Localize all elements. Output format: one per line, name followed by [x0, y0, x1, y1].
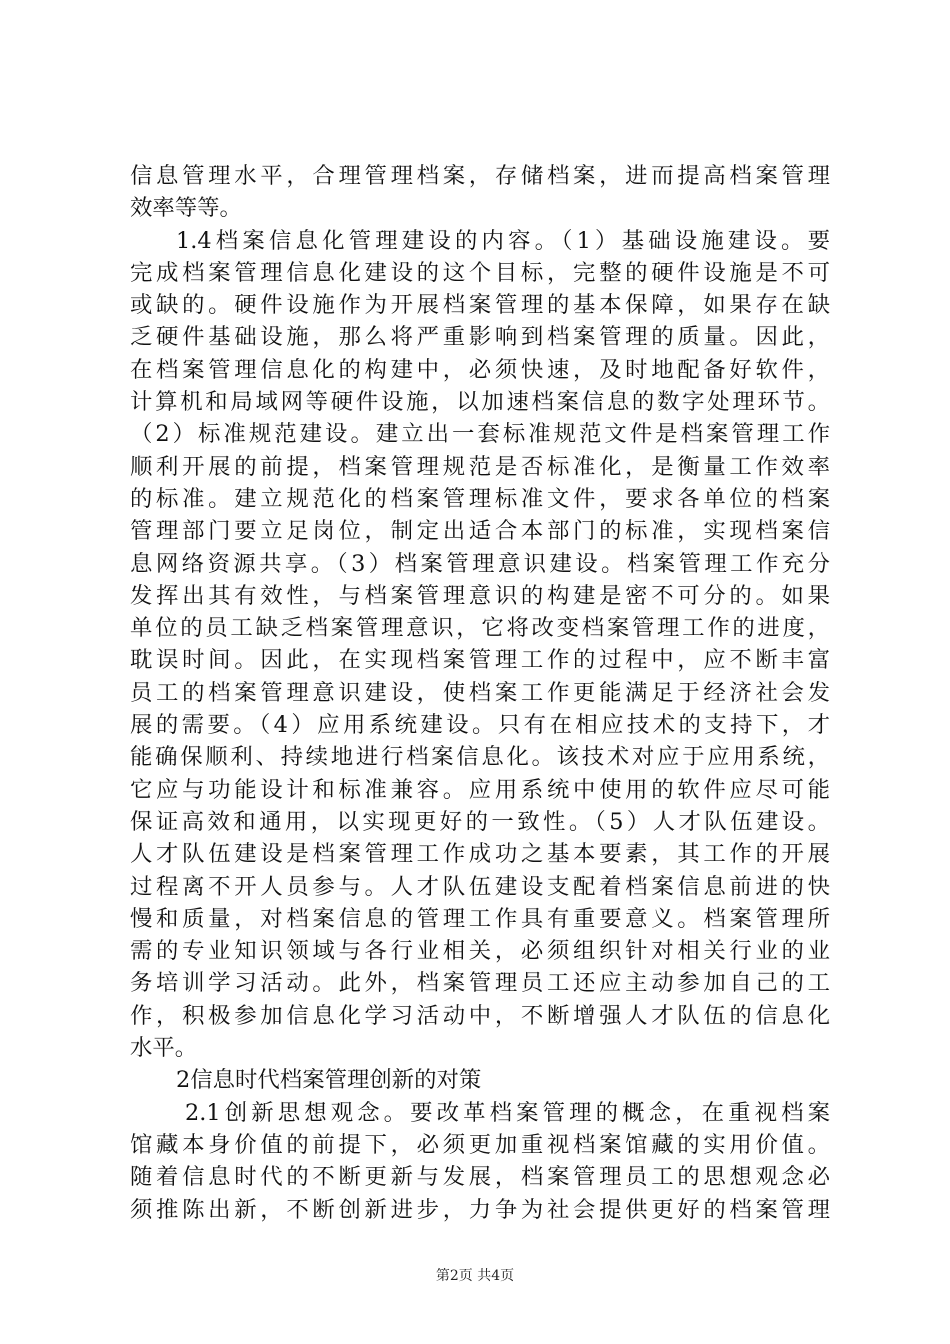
- text-line: 在档案管理信息化的构建中，必须快速，及时地配备好软件，: [130, 356, 830, 383]
- text-line: 水平。: [130, 1035, 198, 1062]
- text-line: 管理部门要立足岗位，制定出适合本部门的标准，实现档案信: [130, 518, 830, 545]
- page-number: 第2页 共4页: [435, 1268, 515, 1284]
- text-line: 展的需要。（4）应用系统建设。只有在相应技术的支持下，才: [130, 712, 830, 739]
- section-heading-line: 2信息时代档案管理创新的对策: [176, 1067, 482, 1094]
- text-line: 效率等等。: [130, 195, 242, 222]
- text-line: 或缺的。硬件设施作为开展档案管理的基本保障，如果存在缺: [130, 292, 830, 319]
- text-line: 能确保顺利、持续地进行档案信息化。该技术对应于应用系统，: [130, 744, 830, 771]
- text-line: 须推陈出新，不断创新进步，力争为社会提供更好的档案管理: [130, 1196, 830, 1223]
- text-line: 计算机和局域网等硬件设施，以加速档案信息的数字处理环节。: [130, 389, 830, 416]
- text-line: 的标准。建立规范化的档案管理标准文件，要求各单位的档案: [130, 485, 830, 512]
- text-line: 务培训学习活动。此外，档案管理员工还应主动参加自己的工: [130, 970, 830, 997]
- text-line: （2）标准规范建设。建立出一套标准规范文件是档案管理工作: [130, 421, 830, 448]
- text-line: 顺利开展的前提，档案管理规范是否标准化，是衡量工作效率: [130, 453, 830, 480]
- subsection-heading-line: 2.1创新思想观念。要改革档案管理的概念，在重视档案: [185, 1099, 830, 1126]
- text-line: 完成档案管理信息化建设的这个目标，完整的硬件设施是不可: [130, 259, 830, 286]
- body-text: [130, 160, 830, 1226]
- text-line: 员工的档案管理意识建设，使档案工作更能满足于经济社会发: [130, 679, 830, 706]
- text-line: 随着信息时代的不断更新与发展，档案管理员工的思想观念必: [130, 1164, 830, 1191]
- text-line: 它应与功能设计和标准兼容。应用系统中使用的软件应尽可能: [130, 776, 830, 803]
- text-line: 人才队伍建设是档案管理工作成功之基本要素，其工作的开展: [130, 841, 830, 868]
- text-line: 保证高效和通用，以实现更好的一致性。（5）人才队伍建设。: [130, 808, 830, 835]
- text-line: 馆藏本身价值的前提下，必须更加重视档案馆藏的实用价值。: [130, 1131, 830, 1158]
- text-line: 乏硬件基础设施，那么将严重影响到档案管理的质量。因此，: [130, 324, 830, 351]
- text-line: 发挥出其有效性，与档案管理意识的构建是密不可分的。如果: [130, 582, 830, 609]
- text-line: 息网络资源共享。（3）档案管理意识建设。档案管理工作充分: [130, 550, 830, 577]
- text-line: 单位的员工缺乏档案管理意识，它将改变档案管理工作的进度，: [130, 615, 830, 642]
- text-line: 耽误时间。因此，在实现档案管理工作的过程中，应不断丰富: [130, 647, 830, 674]
- text-line: 需的专业知识领域与各行业相关，必须组织针对相关行业的业: [130, 938, 830, 965]
- page-footer: [0, 1266, 950, 1286]
- text-line: 作，积极参加信息化学习活动中，不断增强人才队伍的信息化: [130, 1002, 830, 1029]
- text-line: 信息管理水平，合理管理档案，存储档案，进而提高档案管理: [130, 163, 830, 189]
- text-line: 过程离不开人员参与。人才队伍建设支配着档案信息前进的快: [130, 873, 830, 900]
- section-heading-line: 1.4档案信息化管理建设的内容。（1）基础设施建设。要: [176, 227, 830, 254]
- text-line: 慢和质量，对档案信息的管理工作具有重要意义。档案管理所: [130, 905, 830, 932]
